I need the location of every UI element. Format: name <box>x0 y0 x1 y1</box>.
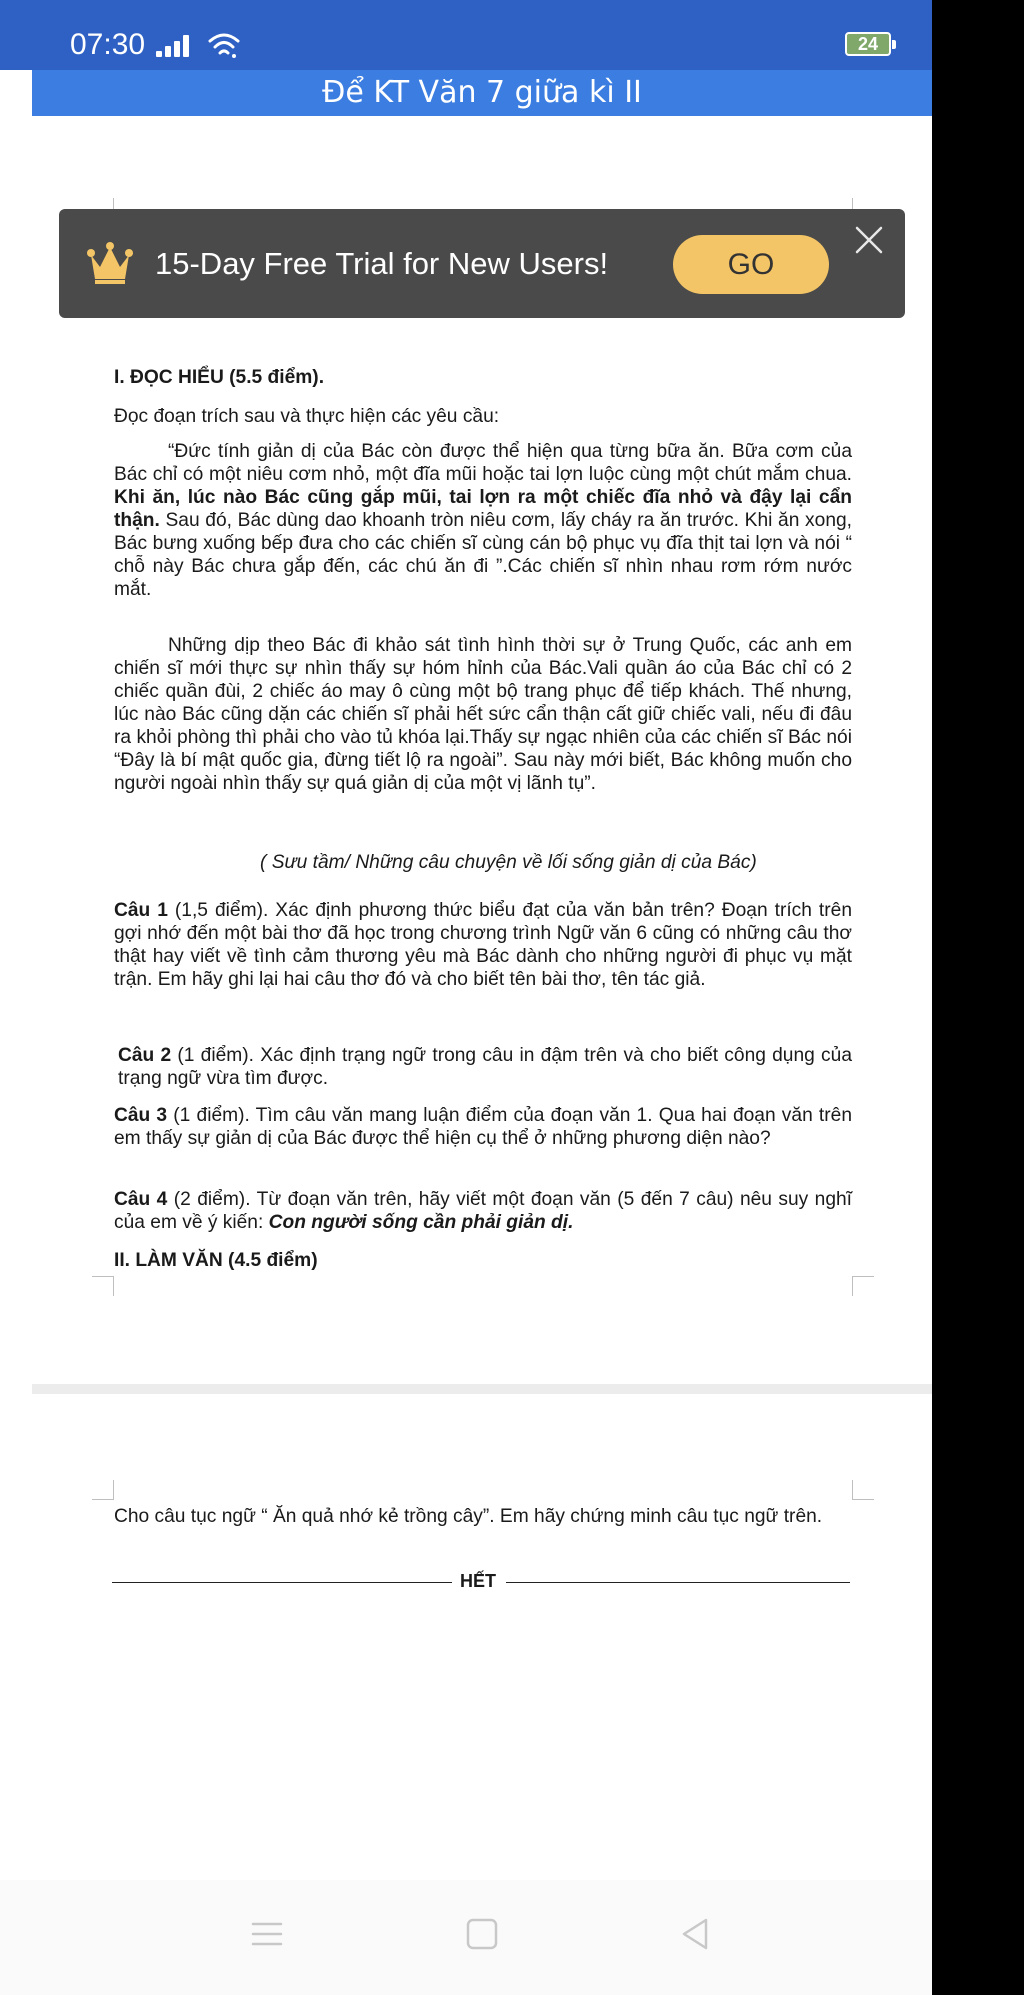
essay-prompt <box>114 1505 854 1528</box>
question-1 <box>114 899 852 991</box>
status-time: 07:30 <box>70 28 146 61</box>
crown-icon <box>87 241 133 285</box>
question-2-text: (1 điểm). Xác định trạng ngữ trong câu in đậm trên và cho biết công dụng của trạng ngữ vừa tìm được. <box>118 1045 852 1089</box>
promo-go-button[interactable]: GO <box>673 235 829 294</box>
section1-heading <box>114 366 852 389</box>
question-1-text: (1,5 điểm). Xác định phương thức biểu đạt của văn bản trên? Đoạn trích trên gợi nhớ đến một bài thơ đã học trong chương trình Ngữ văn 6 cũng có những câu thơ thật hay viết về tình cảm thương yêu mà Bác dành cho những người đi phục vụ mặt trận. Em hãy ghi lại hai câu thơ đó và cho biết tên bài thơ, tên tác giả. <box>114 900 852 990</box>
end-mark: HẾT <box>460 1571 496 1591</box>
document-title: Để KT Văn 7 giữa kì II <box>322 75 642 110</box>
promo-text: 15-Day Free Trial for New Users! <box>155 246 609 281</box>
question-3-label: Câu 3 <box>114 1105 168 1126</box>
menu-icon[interactable] <box>247 1914 287 1954</box>
end-rule-right <box>506 1582 850 1583</box>
page-corner-mark <box>92 1480 114 1500</box>
instruction-label: Đọc đoạn trích sau và thực hiện các yêu cầu: <box>114 406 500 427</box>
question-3 <box>114 1104 852 1150</box>
source-citation <box>260 851 860 874</box>
section2-heading-text: II. LÀM VĂN (4.5 điểm) <box>114 1250 318 1271</box>
question-3-text: (1 điểm). Tìm câu văn mang luận điểm của đoạn văn 1. Qua hai đoạn văn trên em thấy sự giản dị của Bác được thể hiện cụ thể ở những phương diện nào? <box>114 1105 852 1149</box>
wifi-icon <box>208 30 240 60</box>
page-corner-mark <box>92 1276 114 1296</box>
page-separator <box>32 1384 932 1394</box>
question-2-label: Câu 2 <box>118 1045 172 1066</box>
signal-bars-icon <box>156 33 192 57</box>
back-icon[interactable] <box>675 1914 715 1954</box>
passage-1-part-a: “Đức tính giản dị của Bác còn được thể hiện qua từng bữa ăn. Bữa cơm của Bác chỉ có một niêu cơm nhỏ, một đĩa mũi hoặc tai lợn luộc cùng một chút mắm chua. <box>114 441 852 485</box>
passage-1-bold: Khi ăn, lúc nào Bác cũng gắp mũi, tai lợn ra một chiếc đĩa nhỏ và đậy lại cẩn thận. <box>114 487 852 531</box>
page-corner-mark <box>852 1480 874 1500</box>
battery-indicator: 24 <box>845 32 891 56</box>
end-rule-left <box>112 1582 452 1583</box>
question-4 <box>114 1188 852 1234</box>
section1-heading-text: I. ĐỌC HIỂU (5.5 điểm). <box>114 367 325 388</box>
passage-2-text: Những dịp theo Bác đi khảo sát tình hình thời sự ở Trung Quốc, các anh em chiến sĩ mới thực sự nhìn thấy sự hóm hỉnh của Bác.Vali quần áo của Bác chỉ có 2 chiếc quần đùi, 2 chiếc áo may ô cùng một bộ trang phục để tiếp khách. Thế nhưng, lúc nào Bác cũng dặn các chiến sĩ phải hết sức cẩn thận cất giữ chiếc vali, nếu đi đâu ra khỏi phòng thì phải cho vào tủ khóa lại.Thấy sự ngạc nhiên của các chiến sĩ Bác nói “Đây là bí mật quốc gia, đừng tiết lộ ra ngoài”. Sau này mới biết, Bác không muốn cho người ngoài nhìn thấy sự quá giản dị của một vị lãnh tụ”. <box>114 635 852 794</box>
question-1-label: Câu 1 <box>114 900 168 921</box>
question-4-label: Câu 4 <box>114 1189 168 1210</box>
question-2 <box>118 1044 852 1090</box>
passage-1-part-b: Sau đó, Bác dùng dao khoanh tròn niêu cơm, lấy cháy ra ăn trước. Khi ăn xong, Bác bưng xuống bếp đưa cho các chiến sĩ cùng cán bộ phục vụ đĩa thịt tai lợn và nói “ chỗ này Bác chưa gắp đến, các chú ăn đi ”.Các chiến sĩ nhìn nhau rơm rớm nước mắt. <box>114 510 852 600</box>
document-title-bar <box>32 70 932 116</box>
essay-prompt-text: Cho câu tục ngữ “ Ăn quả nhớ kẻ trồng cây”. Em hãy chứng minh câu tục ngữ trên. <box>114 1506 823 1527</box>
instruction-text <box>114 405 852 428</box>
status-bar <box>0 0 932 70</box>
close-icon[interactable] <box>852 223 886 257</box>
passage-paragraph-2 <box>114 634 852 795</box>
section2-heading <box>114 1249 852 1272</box>
passage-paragraph-1 <box>114 440 852 601</box>
promo-banner[interactable] <box>59 209 905 318</box>
question-4-text: (2 điểm). Từ đoạn văn trên, hãy viết một đoạn văn (5 đến 7 câu) nêu suy nghĩ của em về ý kiến: <box>114 1189 852 1233</box>
navigation-bar <box>0 1880 932 1995</box>
source-text: ( Sưu tầm/ Những câu chuyện về lối sống giản dị của Bác) <box>260 852 757 873</box>
question-4-quote: Con người sống cần phải giản dị. <box>268 1212 574 1233</box>
home-icon[interactable] <box>462 1914 502 1954</box>
page-corner-mark <box>852 1276 874 1296</box>
